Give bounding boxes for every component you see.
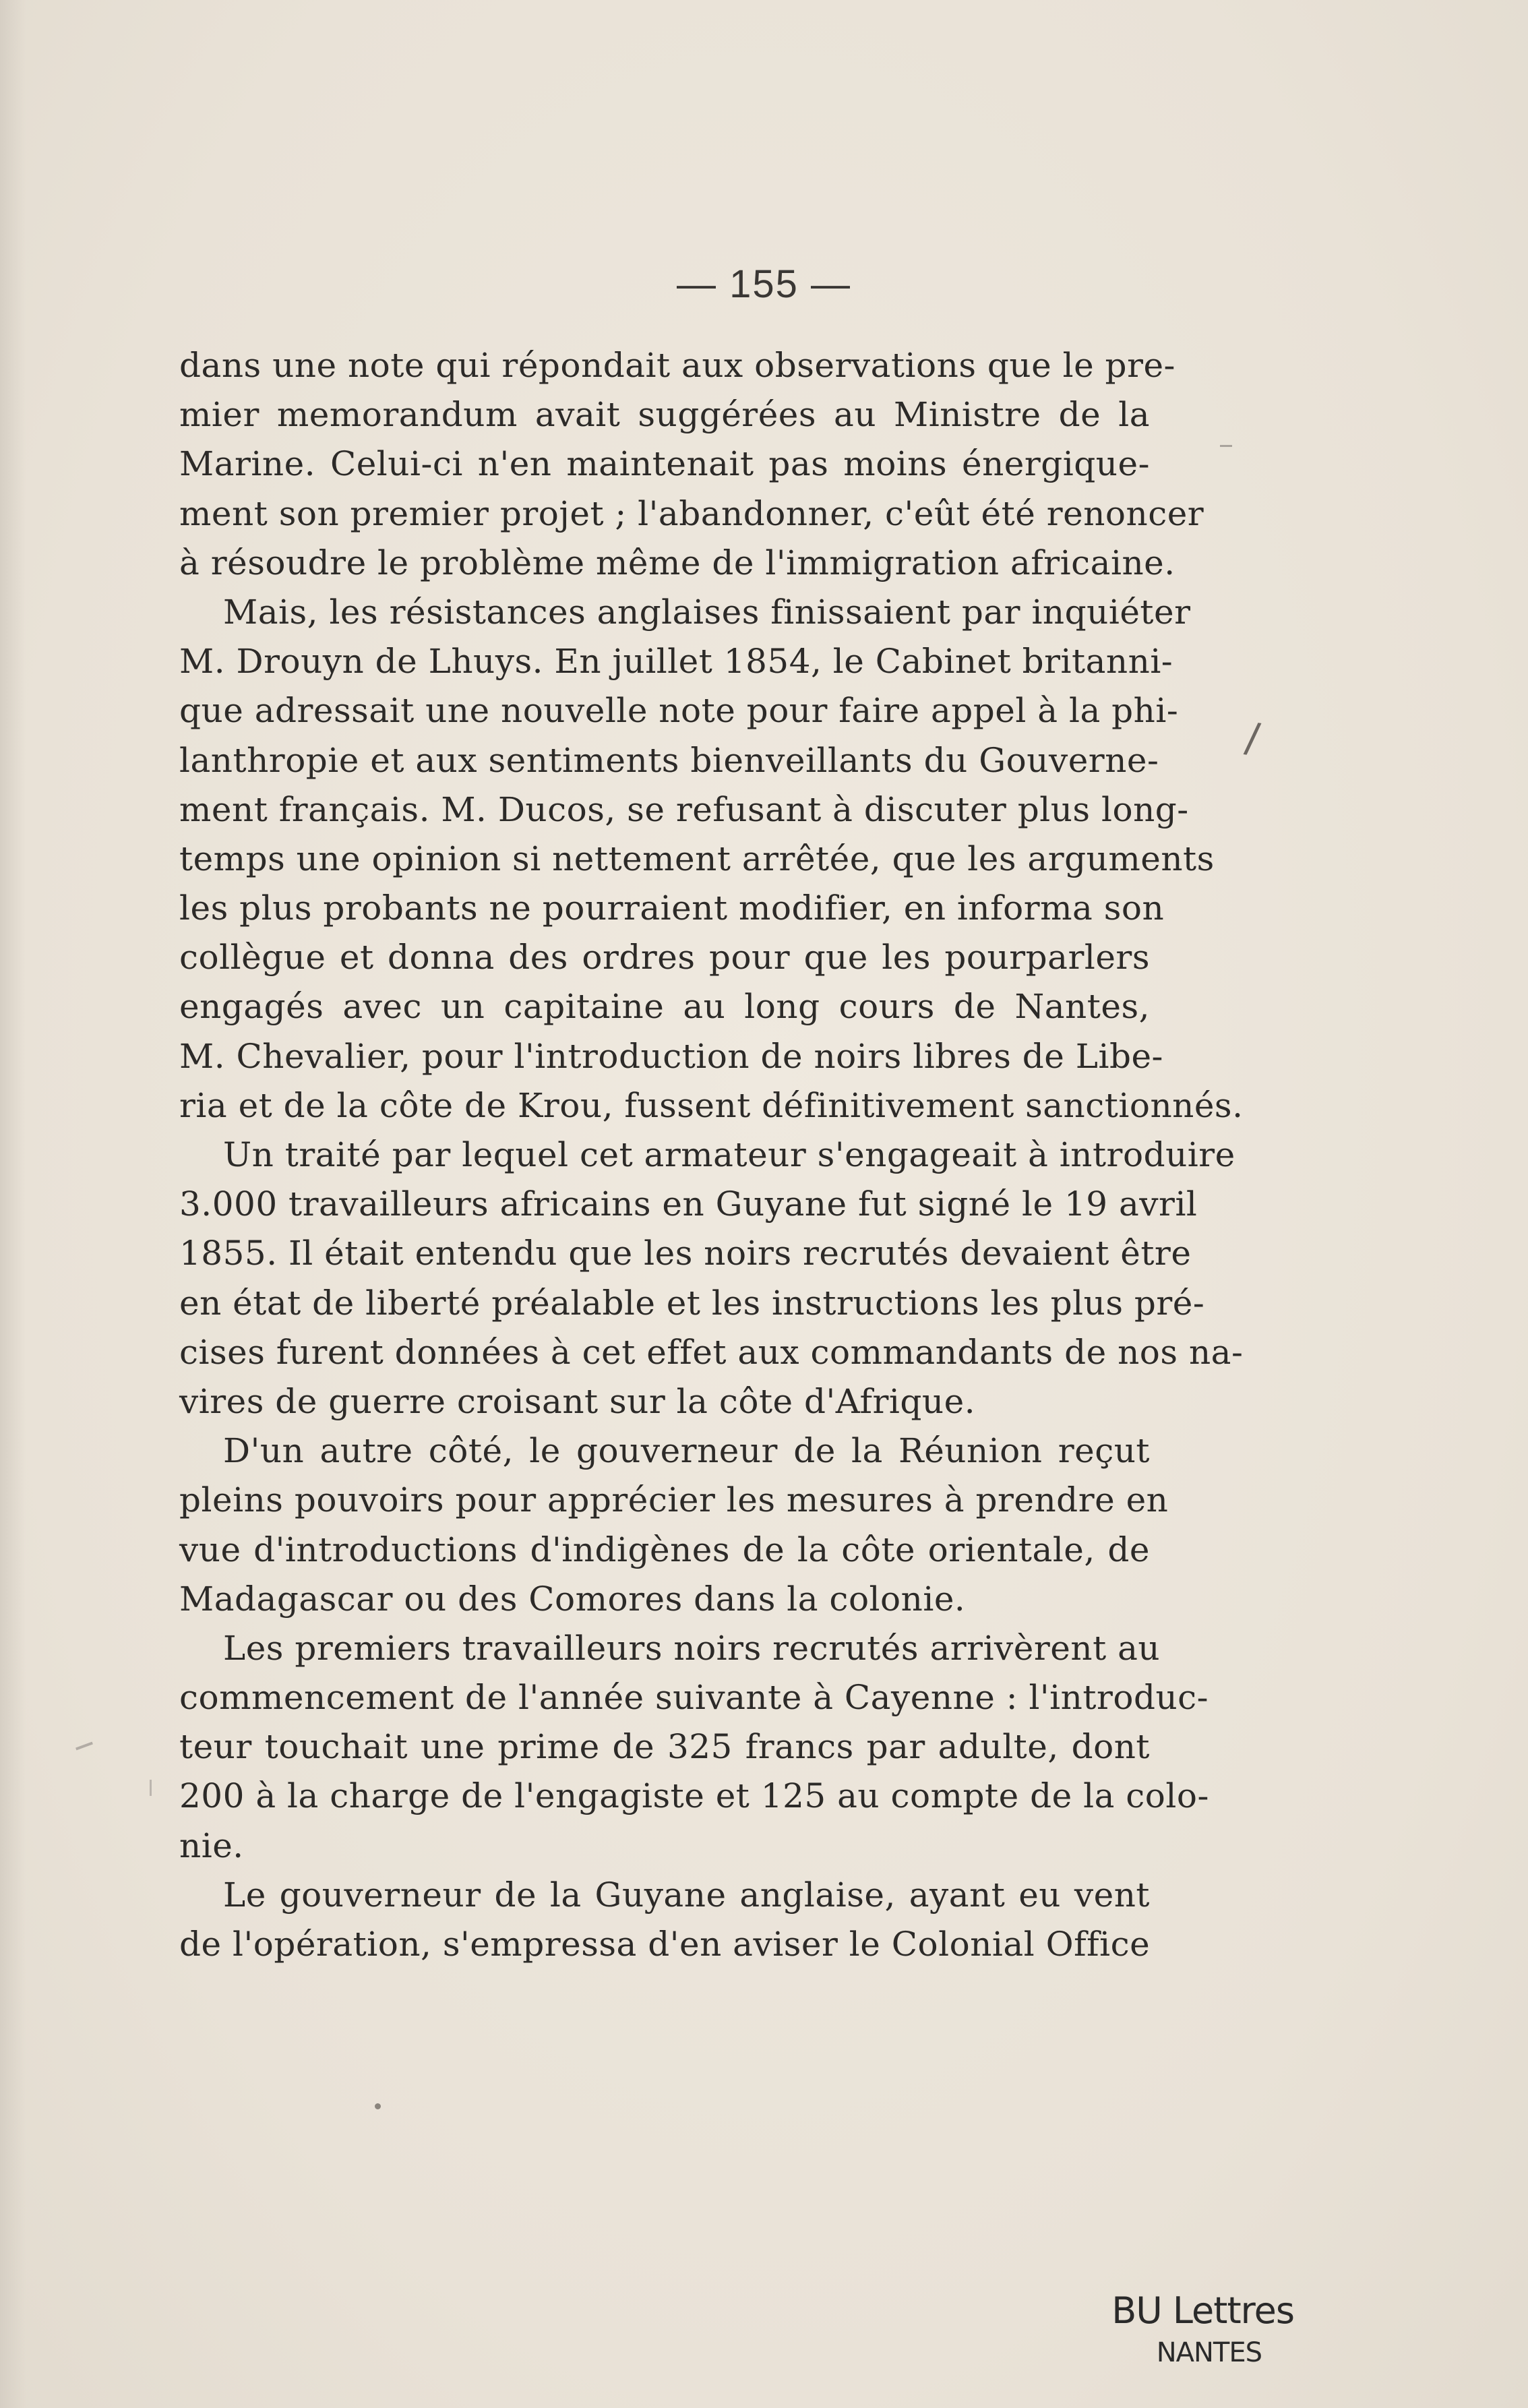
text-line: en état de liberté préalable et les instructions les plus pré- bbox=[179, 1283, 1205, 1323]
text-line: Mais, les résistances anglaises finissaient par inquiéter bbox=[223, 592, 1191, 632]
text-line: nie. bbox=[179, 1826, 244, 1865]
stamp-city: NANTES bbox=[1156, 2337, 1262, 2368]
text-line: engagés avec un capitaine au long cours de Nantes, bbox=[179, 987, 1150, 1027]
text-line: teur touchait une prime de 325 francs par adulte, dont bbox=[179, 1727, 1150, 1767]
text-line: ment français. M. Ducos, se refusant à discuter plus long- bbox=[179, 789, 1189, 829]
body-text bbox=[179, 341, 1244, 1969]
text-line: mier memorandum avait suggérées au Ministre de la bbox=[179, 395, 1150, 435]
text-line: Les premiers travailleurs noirs recrutés arrivèrent au bbox=[223, 1628, 1161, 1668]
margin-tick-mark bbox=[1220, 445, 1232, 447]
text-line: de l'opération, s'empressa d'en aviser le Colonial Office bbox=[179, 1925, 1151, 1964]
text-line: 3.000 travailleurs africains en Guyane fut signé le 19 avril bbox=[179, 1184, 1198, 1224]
text-line: Madagascar ou des Comores dans la colonie. bbox=[179, 1579, 966, 1619]
text-line: 200 à la charge de l'engagiste et 125 au compte de la colo- bbox=[179, 1776, 1209, 1816]
margin-slash-mark: / bbox=[1242, 713, 1262, 763]
text-line: collègue et donna des ordres pour que les pourparlers bbox=[179, 938, 1150, 977]
text-line: que adressait une nouvelle note pour faire appel à la phi- bbox=[179, 691, 1179, 731]
text-line: vires de guerre croisant sur la côte d'Afrique. bbox=[179, 1381, 976, 1421]
text-line: 1855. Il était entendu que les noirs recrutés devaient être bbox=[179, 1234, 1192, 1273]
text-line: temps une opinion si nettement arrêtée, que les arguments bbox=[179, 839, 1215, 878]
text-line: M. Drouyn de Lhuys. En juillet 1854, le Cabinet britanni- bbox=[179, 642, 1173, 682]
text-line: M. Chevalier, pour l'introduction de noirs libres de Libe- bbox=[179, 1036, 1163, 1076]
library-stamp bbox=[1105, 2289, 1294, 2373]
page-number: — 155 — bbox=[677, 262, 851, 306]
text-line: lanthropie et aux sentiments bienveillants du Gouverne- bbox=[179, 740, 1159, 780]
text-line: D'un autre côté, le gouverneur de la Réunion reçut bbox=[223, 1431, 1150, 1471]
text-line: ment son premier projet ; l'abandonner, c'eût été renoncer bbox=[179, 493, 1204, 533]
margin-tick-mark bbox=[75, 1742, 93, 1751]
margin-tick-mark bbox=[150, 1780, 152, 1796]
text-line: Un traité par lequel cet armateur s'engageait à introduire bbox=[223, 1135, 1235, 1174]
text-line: Marine. Celui-ci n'en maintenait pas moins énergique- bbox=[179, 444, 1150, 484]
stamp-library-name: BU Lettres bbox=[1111, 2289, 1294, 2332]
text-line: ria et de la côte de Krou, fussent définitivement sanctionnés. bbox=[179, 1085, 1244, 1125]
text-line: commencement de l'année suivante à Cayenne : l'introduc- bbox=[179, 1678, 1209, 1718]
text-line: à résoudre le problème même de l'immigration africaine. bbox=[179, 543, 1175, 582]
text-line: dans une note qui répondait aux observations que le pre- bbox=[179, 346, 1175, 385]
text-line: pleins pouvoirs pour apprécier les mesures à prendre en bbox=[179, 1480, 1169, 1520]
page-edge-shadow bbox=[0, 0, 26, 2408]
text-line: cises furent données à cet effet aux commandants de nos na- bbox=[179, 1332, 1244, 1372]
text-line: Le gouverneur de la Guyane anglaise, ayant eu vent bbox=[223, 1875, 1150, 1915]
text-line: les plus probants ne pourraient modifier, en informa son bbox=[179, 889, 1165, 928]
ink-dot-mark bbox=[375, 2103, 381, 2109]
text-line: vue d'introductions d'indigènes de la côte orientale, de bbox=[179, 1530, 1150, 1569]
